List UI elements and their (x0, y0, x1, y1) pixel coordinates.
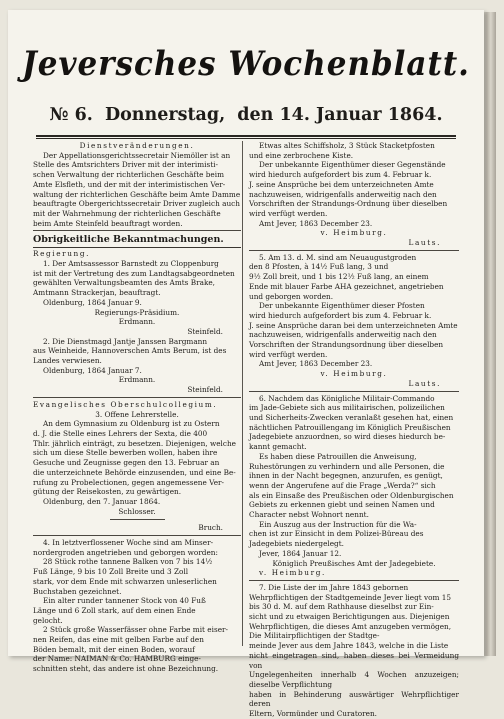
separator (33, 230, 241, 231)
text-line: 1. Der Amtsassessor Barnstedt zu Cloppenburg (43, 259, 219, 269)
text-line: bis 30 d. M. auf dem Rathhause dieselbst zur Ein- (249, 602, 434, 612)
authority-label-oberschulcollegium: Evangelisches Oberschulcollegium. (33, 399, 218, 409)
text-line: und Sicherheits-Zwecken veranlaßt gesehen hat, einen (249, 412, 454, 422)
authority-signature: Regierungs-Präsidium. (94, 307, 180, 317)
text-line: Amte Elsfleth, und der mit der interimistischen Ver- (33, 179, 226, 189)
text-line: als ein Einsaße des Preußischen oder Oldenburgischen (249, 490, 454, 500)
text-line: schen Verwaltung der richterlichen Geschäfte beim (33, 170, 225, 180)
text-line: Fuß Länge, 9 bis 10 Zoll Breite und 3 Zoll (33, 567, 189, 577)
text-line: An dem Gymnasium zu Oldenburg ist zu Ostern (43, 419, 220, 429)
text-line: 5. Am 13. d. M. sind am Neuaugustgroden (259, 252, 417, 262)
separator (249, 250, 459, 251)
text-line: Amtmann Strackerjan, beauftragt. (33, 288, 161, 298)
text-line: Buchstaben gezeichnet. (33, 586, 122, 596)
signature-name: v. Heimburg. (259, 568, 326, 578)
text-line: Gesuche und Zeugnisse gegen den 13. Februar an (33, 458, 220, 468)
signature-name: Bruch. (198, 523, 223, 533)
notice-dienstveraenderungen-body (33, 151, 241, 229)
right-column (249, 141, 459, 719)
text-line: beauftragte Obergerichtssecretair Driver zugleich auch (33, 199, 240, 209)
text-line: Etwas altes Schiffsholz, 3 Stück Stacketpfosten (259, 141, 435, 150)
text-line: stark, vor dem Ende mit schwarzen unleserlichen (33, 576, 217, 586)
text-line: Der unbekannte Eigenthümer dieser Pfosten (259, 301, 425, 311)
separator (249, 580, 459, 581)
text-line: Eltern, Vormünder und Curatoren. (249, 709, 377, 719)
text-line: wenn der Angerufene auf die Frage „Werda?“ sich (249, 480, 436, 490)
page-edge (483, 12, 496, 656)
notice-title-dienstveraenderungen: Dienstveränderungen. (79, 141, 195, 150)
text-line: Jadegebiets niedergelegt. (249, 539, 344, 549)
text-line: meinde Jever aus dem Jahre 1843, welche in die Liste (249, 641, 449, 651)
text-line: sicht und zu etwaigen Berichtigungen aus. Diejenigen (249, 612, 450, 622)
issue-line (8, 105, 484, 125)
text-line: die unterzeichnete Behörde einzusenden, und eine Be- (33, 467, 236, 477)
notice-heading-lehrerstelle: 3. Offene Lehrerstelle. (95, 409, 179, 419)
text-line: J. seine Ansprüche daran bei dem unterzeichneten Amte (249, 320, 458, 330)
text-line: haben in Behinderung auswärtiger Wehrpflichtiger deren (249, 689, 459, 709)
separator (33, 397, 241, 398)
newspaper-page (8, 10, 484, 719)
text-line: schnitten steht, das andere ist ohne Bezeichnung. (33, 664, 219, 674)
signature-name: Erdmann. (118, 317, 156, 327)
separator (33, 535, 241, 536)
text-line: d. J. die Stelle eines Lehrers der Sexta, die 400 (33, 428, 208, 438)
text-line: nordergroden angetrieben und geborgen worden: (33, 547, 218, 557)
text-line: und eine zerbrochene Kiste. (249, 150, 354, 160)
text-line: wird hiedurch aufgefordert bis zum 4. Februar k. (249, 170, 432, 180)
issue-number: № 6. (49, 105, 93, 125)
text-line: ihnen in der Nacht begegnen, anzurufen, es genügt, (249, 471, 443, 481)
text-line: Es haben diese Patrouillen die Anweisung, (259, 451, 417, 461)
text-line: Landes verwiesen. (33, 356, 102, 366)
text-line: chen ist zur Einsicht in dem Polizei-Büreau des (249, 529, 424, 539)
text-line: Stelle des Amtsrichters Driver mit der interimisti- (33, 160, 218, 170)
text-line: gütung der Reisekosten, zu gewärtigen. (33, 487, 182, 497)
text-line: gewählten Verwaltungsbeamten des Amts Brake, (33, 278, 215, 288)
text-line: Ein Auszug aus der Instruction für die Wa- (259, 519, 417, 529)
text-line: nicht eingetragen sind, haben dieses bei Vermeidung von (249, 650, 459, 670)
signature-name: Schlosser. (118, 506, 156, 516)
signature-name: Erdmann. (118, 375, 156, 385)
text-line: 4. In letztverflossener Woche sind am Minser- (43, 538, 214, 548)
text-line: Die Militairpflichtigen der Stadtge- (249, 631, 380, 641)
text-line: im Jade-Gebiete sich aus militairischen, polizeilichen (249, 403, 445, 413)
text-line: Thlr. jährlich einträgt, zu besetzen. Diejenigen, welche (33, 438, 236, 448)
text-line: waltung der richterlichen Geschäfte beim Amte Damme (33, 189, 241, 199)
text-line: wird verfügt werden. (249, 208, 328, 218)
text-line: nächtlichen Patrouillengang im Königlich Preußischen (249, 422, 451, 432)
text-line: Ein alter runder tannener Stock von 40 Fuß (43, 596, 206, 606)
text-line: der Name: NAIMAN & Co. HAMBURG einge- (33, 654, 201, 664)
text-line: J. seine Ansprüche bei dem unterzeichneten Amte (249, 179, 434, 189)
issue-date: den 14. Januar 1864. (237, 105, 443, 125)
dateline: Oldenburg, den 7. Januar 1864. (43, 496, 161, 506)
dateline: Jever, 1864 Januar 12. (259, 548, 342, 558)
section-heading-official: Obrigkeitliche Bekanntmachungen. (33, 233, 241, 248)
dateline: Amt Jever, 1863 December 23. (259, 359, 373, 369)
signature-name: Steinfeld. (187, 385, 223, 395)
text-line: den 8 Pfosten, à 14½ Fuß lang, 3 und (249, 262, 389, 272)
text-line: 7. Die Liste der im Jahre 1843 gebornen (259, 582, 409, 592)
text-line: Böden bemalt, mit der einen Boden, worauf (33, 644, 195, 654)
text-line: Character nebst Wohnort nennt. (249, 510, 369, 520)
dateline: Oldenburg, 1864 Januar 7. (43, 365, 142, 375)
text-line: Ende mit blauer Farbe AHA gezeichnet, angetrieben (249, 281, 444, 291)
masthead-title: Jeversches Wochenblatt. (22, 44, 470, 84)
signature-name: v. Heimburg. (320, 369, 388, 379)
text-line: und geborgen worden. (249, 291, 334, 301)
signature-name: Lauts. (408, 238, 441, 248)
text-line: Jadegebiete anzuordnen, so wird dieses hiedurch be- (249, 432, 446, 442)
header-rule (36, 135, 456, 137)
text-line: Gebiets zu erkennen giebt und seinen Namen und (249, 500, 435, 510)
text-line: Vorschriften der Strandungs-Ordnung über dieselben (249, 199, 448, 209)
left-column (33, 141, 241, 674)
text-line: Ruhestörungen zu verhindern und alle Personen, die (249, 461, 445, 471)
text-line: aus Weinheide, Hannoverschen Amts Berum, ist des (33, 346, 227, 356)
text-line: rufung zu Probelectionen, gegen angemessene Ver- (33, 477, 224, 487)
dateline: Oldenburg, 1864 Januar 9. (43, 297, 142, 307)
column-divider (242, 141, 243, 646)
signature-name: Steinfeld. (187, 326, 223, 336)
text-line: Der unbekannte Eigenthümer dieser Gegenstände (259, 160, 446, 170)
text-line: Vorschriften der Strandungsordnung über dieselben (249, 340, 444, 350)
signature-name: Lauts. (408, 378, 441, 388)
text-line: 6. Nachdem das Königliche Militair-Commando (259, 393, 435, 403)
authority-signature: Königlich Preußisches Amt der Jadegebiete. (272, 558, 436, 568)
text-line: Der Appellationsgerichtssecretair Niemöller ist an (43, 150, 231, 160)
text-line: sich um diese Stelle bewerben wollen, haben ihre (33, 448, 218, 458)
signature-name: v. Heimburg. (320, 228, 388, 238)
text-line: nen Reifen, das eine mit gelben Farbe auf den (33, 635, 204, 645)
text-line: wird verfügt werden. (249, 349, 328, 359)
text-line: Wehrpflichtigen der Stadtgemeinde Jever liegt vom 15 (249, 592, 452, 602)
text-line: Ungelegenheiten innerhalb 4 Wochen anzuzeigen; dieselbe Verpflichtung (249, 670, 459, 689)
text-line: nachzuweisen, widrigenfalls anderweitig nach den (249, 189, 437, 199)
header-rule-thin (36, 138, 456, 139)
text-line: ist mit der Vertretung des zum Landtagsabgeordneten (33, 268, 235, 278)
text-line: gelocht. (33, 615, 63, 625)
text-line: 2. Die Dienstmagd Jantje Janssen Bargmann (43, 336, 208, 346)
text-line: Länge und 6 Zoll stark, auf dem einen Ende (33, 605, 196, 615)
text-line: 28 Stück rothe tannene Balken von 7 bis 14½ (43, 557, 213, 567)
text-line: 9½ Zoll breit, und 1 bis 12½ Fuß lang, an einem (249, 272, 429, 282)
text-line: mit der Wahrnehmung der richterlichen Geschäfte (33, 208, 221, 218)
text-line: beim Amte Steinfeld beauftragt worden. (33, 218, 183, 228)
text-line: kannt gemacht. (249, 442, 307, 452)
text-line: 2 Stück große Wasserfässer ohne Farbe mit eiser- (43, 625, 228, 635)
separator (110, 519, 165, 520)
dateline: Amt Jever, 1863 December 23. (259, 218, 373, 228)
text-line: Wehrpflichtigen, die dieses Amt anzugeben vermögen, (249, 621, 452, 631)
authority-label-regierung: Regierung. (33, 249, 91, 259)
text-line: wird hiedurch aufgefordert bis zum 4. Februar k. (249, 310, 432, 320)
separator (249, 391, 459, 392)
issue-day: Donnerstag, (104, 105, 226, 125)
text-line: nachzuweisen, widrigenfalls anderweitig nach den (249, 330, 437, 340)
